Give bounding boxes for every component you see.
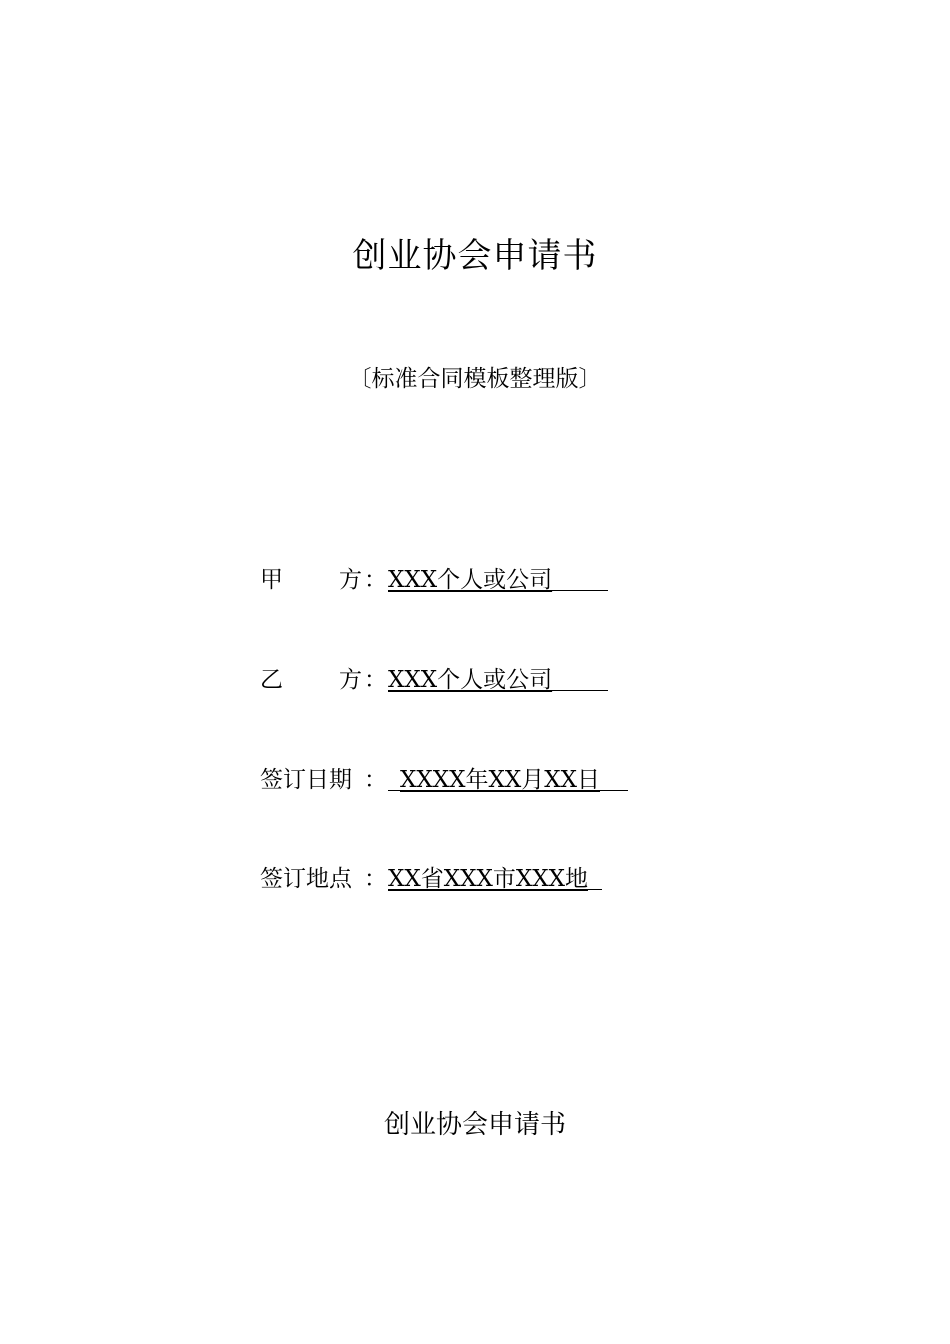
party-b-row xyxy=(260,661,608,693)
party-a-label-char-1: 甲 xyxy=(260,567,283,593)
signing-date-value: XXXX年XX月XX日 xyxy=(400,767,600,793)
party-b-label-char-1: 乙 xyxy=(260,667,283,693)
signing-date-row xyxy=(260,761,628,793)
signing-place-row xyxy=(260,860,602,892)
party-a-label xyxy=(260,561,364,594)
party-a-blank-line xyxy=(552,567,608,591)
party-a-label-char-2: 方 xyxy=(339,567,362,593)
signing-date-label: 签订日期 xyxy=(260,767,352,793)
party-a-value: XXX个人或公司 xyxy=(388,567,553,593)
signing-place-value: XX省XXX市XXX地 xyxy=(388,866,588,892)
party-b-value: XXX个人或公司 xyxy=(388,667,553,693)
party-b-colon: ： xyxy=(364,667,387,693)
signing-date-lead-line xyxy=(388,767,400,791)
signing-place-colon: ： xyxy=(364,866,387,892)
party-b-label xyxy=(260,661,364,694)
signing-place-label: 签订地点 xyxy=(260,866,352,892)
party-a-colon: ： xyxy=(364,567,387,593)
signing-date-colon: ： xyxy=(364,767,387,793)
footer-title: 创业协会申请书 xyxy=(383,1110,566,1140)
party-b-label-char-2: 方 xyxy=(339,667,362,693)
signing-date-blank-line xyxy=(600,767,628,791)
party-a-row xyxy=(260,561,608,593)
signing-place-blank-line xyxy=(588,866,602,890)
document-title: 创业协会申请书 xyxy=(352,236,598,276)
document-subtitle: 〔标准合同模板整理版〕 xyxy=(348,366,602,392)
party-b-blank-line xyxy=(552,667,608,691)
